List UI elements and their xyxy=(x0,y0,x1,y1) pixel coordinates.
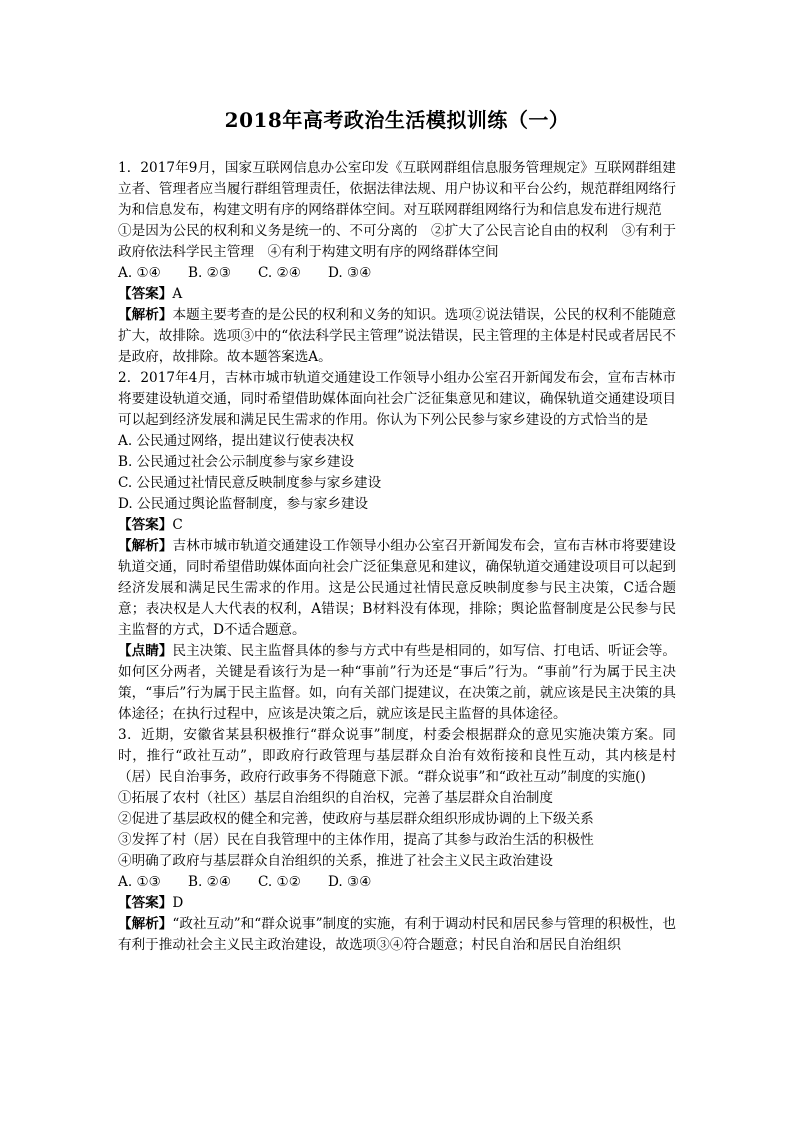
question-3-option-a: A. ①③ xyxy=(118,874,161,890)
answer-value: A xyxy=(172,286,183,302)
question-2-option-b: B. 公民通过社会公示制度参与家乡建设 xyxy=(118,454,355,470)
analysis-tag: 【解析】 xyxy=(118,307,173,323)
question-1-option-d: D. ③④ xyxy=(328,265,372,281)
question-3-option-d: D. ③④ xyxy=(328,874,372,890)
question-1-answer xyxy=(118,284,676,305)
question-1-option-c: C. ②④ xyxy=(258,265,301,281)
question-1-option-a: A. ①④ xyxy=(118,265,161,281)
question-3-option-c: C. ①② xyxy=(258,874,301,890)
question-2-answer xyxy=(118,515,676,536)
question-2-option-a: A. 公民通过网络，提出建议行使表决权 xyxy=(118,433,354,449)
question-3-options xyxy=(118,872,676,893)
analysis-text: 本题主要考查的是公民的权利和义务的知识。选项②说法错误，公民的权利不能随意扩大，故排除。选项③中的“依法科学民主管理”说法错误，民主管理的主体是村民或者居民不是政府，故排除。故本题答案选A。 xyxy=(118,307,677,365)
question-2-stem: 2．2017年4月，吉林市城市轨道交通建设工作领导小组办公室召开新闻发布会，宣布吉林市将要建设轨道交通，同时希望借助媒体面向社会广泛征集意见和建议，确保轨道交通建设项目可以起到经济发展和满足民生需求的作用。你认为下列公民参与家乡建设的方式恰当的是 xyxy=(118,370,676,428)
question-1-option-b: B. ②③ xyxy=(188,265,232,281)
analysis-tag: 【解析】 xyxy=(118,916,173,932)
question-1-analysis xyxy=(118,305,676,368)
answer-tag: 【答案】 xyxy=(118,517,173,533)
question-3-statement-2: ②促进了基层政权的健全和完善，使政府与基层群众组织形成协调的上下级关系 xyxy=(118,811,594,827)
question-1-options xyxy=(118,263,676,284)
answer-value: C xyxy=(172,517,183,533)
question-3-stem: 3．近期，安徽省某县积极推行“群众说事”制度，村委会根据群众的意见实施决策方案。同时，推行“政社互动”，即政府行政管理与基层群众自治有效衔接和良性互动，其内核是村（居）民自治事务，政府行政事务不得随意下派。“群众说事”和“政社互动”制度的实施() xyxy=(118,727,676,785)
question-3-analysis xyxy=(118,914,676,956)
question-2-analysis xyxy=(118,536,676,641)
analysis-tag: 【解析】 xyxy=(118,538,173,554)
tip-tag: 【点睛】 xyxy=(118,643,173,659)
answer-tag: 【答案】 xyxy=(118,286,173,302)
question-3-statement-4: ④明确了政府与基层群众自治组织的关系，推进了社会主义民主政治建设 xyxy=(118,853,553,869)
question-2-option-d: D. 公民通过舆论监督制度，参与家乡建设 xyxy=(118,496,369,512)
question-1-statements: ①是因为公民的权利和义务是统一的、不可分离的 ②扩大了公民言论自由的权利 ③有利于政府依法科学民主管理 ④有利于构建文明有序的网络群体空间 xyxy=(118,223,676,260)
answer-value: D xyxy=(172,895,184,911)
answer-tag: 【答案】 xyxy=(118,895,173,911)
question-3-statement-1: ①拓展了农村（社区）基层自治组织的自治权，完善了基层群众自治制度 xyxy=(118,790,553,806)
page-title: 2018年高考政治生活模拟训练（一） xyxy=(224,108,570,132)
analysis-text: 吉林市城市轨道交通建设工作领导小组办公室召开新闻发布会，宣布吉林市将要建设轨道交通，同时希望借助媒体面向社会广泛征集意见和建议，确保轨道交通建设项目可以起到经济发展和满足民生需求的作用。这是公民通过社情民意反映制度参与民主决策，C适合题意；表决权是人大代表的权利，A错误；B材料没有体现，排除；舆论监督制度是公民参与民主监督的方式，D不适合题意。 xyxy=(118,538,677,638)
question-3-answer xyxy=(118,893,676,914)
question-2-option-c: C. 公民通过社情民意反映制度参与家乡建设 xyxy=(118,475,382,491)
document-body xyxy=(118,158,676,956)
question-1-stem: 1．2017年9月，国家互联网信息办公室印发《互联网群组信息服务管理规定》互联网群组建立者、管理者应当履行群组管理责任，依据法律法规、用户协议和平台公约，规范群组网络行为和信息发布，构建文明有序的网络群体空间。对互联网群组网络行为和信息发布进行规范 xyxy=(118,160,676,218)
question-2-tip xyxy=(118,641,676,725)
question-3-option-b: B. ②④ xyxy=(188,874,232,890)
analysis-text: “政社互动”和“群众说事”制度的实施，有利于调动村民和居民参与管理的积极性，也有利于推动社会主义民主政治建设，故选项③④符合题意；村民自治和居民自治组织 xyxy=(118,916,677,953)
tip-text: 民主决策、民主监督具体的参与方式中有些是相同的，如写信、打电话、听证会等。如何区分两者，关键是看该行为是一种“事前”行为还是“事后”行为。“事前”行为属于民主决策，“事后”行为属于民主监督。如，向有关部门提建议，在决策之前，就应该是民主决策的具体途径；在执行过程中，应该是决策之后，就应该是民主监督的具体途径。 xyxy=(118,643,677,722)
question-3-statement-3: ③发挥了村（居）民在自我管理中的主体作用，提高了其参与政治生活的积极性 xyxy=(118,832,594,848)
